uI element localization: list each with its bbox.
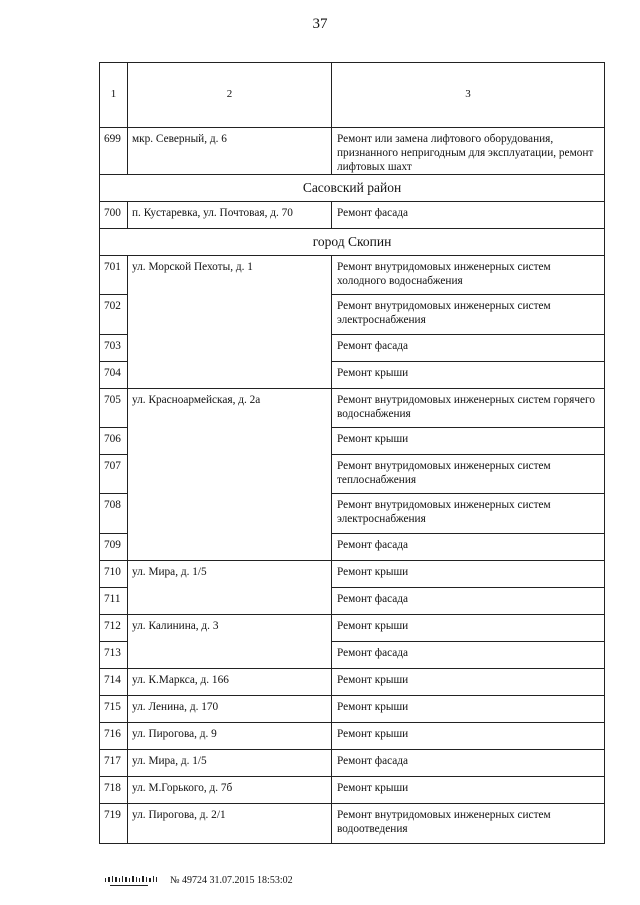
work-type-cell: Ремонт внутридомовых инженерных систем водоотведения <box>332 804 605 844</box>
row-number: 715 <box>100 696 128 723</box>
address-cell: ул. Красноармейская, д. 2а <box>128 389 332 561</box>
work-type-cell: Ремонт крыши <box>332 669 605 696</box>
stamp-icon <box>104 872 166 888</box>
section-heading-row <box>100 229 605 256</box>
row-number: 707 <box>100 455 128 494</box>
address-cell: ул. М.Горького, д. 7б <box>128 777 332 804</box>
work-type-cell: Ремонт внутридомовых инженерных систем электроснабжения <box>332 494 605 534</box>
table-row <box>100 128 605 175</box>
row-number: 718 <box>100 777 128 804</box>
table-row <box>100 561 605 588</box>
work-type-cell: Ремонт внутридомовых инженерных систем теплоснабжения <box>332 455 605 494</box>
work-type-cell: Ремонт крыши <box>332 615 605 642</box>
work-type-cell: Ремонт внутридомовых инженерных систем холодного водоснабжения <box>332 256 605 295</box>
document-reference: № 49724 31.07.2015 18:53:02 <box>170 874 293 886</box>
repair-registry-table <box>99 62 605 844</box>
work-type-cell: Ремонт фасада <box>332 534 605 561</box>
page-number: 37 <box>312 16 328 32</box>
work-type-cell: Ремонт фасада <box>332 335 605 362</box>
row-number: 703 <box>100 335 128 362</box>
table-row <box>100 389 605 428</box>
address-cell: ул. К.Маркса, д. 166 <box>128 669 332 696</box>
work-type-cell: Ремонт фасада <box>332 642 605 669</box>
row-number: 717 <box>100 750 128 777</box>
table-row <box>100 750 605 777</box>
address-cell: ул. Ленина, д. 170 <box>128 696 332 723</box>
row-number: 700 <box>100 202 128 229</box>
address-cell: п. Кустаревка, ул. Почтовая, д. 70 <box>128 202 332 229</box>
work-type-cell: Ремонт крыши <box>332 362 605 389</box>
work-type-cell: Ремонт внутридомовых инженерных систем электроснабжения <box>332 295 605 335</box>
row-number: 701 <box>100 256 128 295</box>
work-type-cell: Ремонт внутридомовых инженерных систем горячего водоснабжения <box>332 389 605 428</box>
work-type-cell: Ремонт крыши <box>332 777 605 804</box>
address-cell: ул. Калинина, д. 3 <box>128 615 332 669</box>
work-type-cell: Ремонт или замена лифтового оборудования, признанного непригодным для эксплуатации, ремонт лифтовых шахт <box>332 128 605 175</box>
work-type-cell: Ремонт крыши <box>332 561 605 588</box>
table-row <box>100 669 605 696</box>
work-type-cell: Ремонт фасада <box>332 750 605 777</box>
work-type-cell: Ремонт фасада <box>332 202 605 229</box>
row-number: 708 <box>100 494 128 534</box>
row-number: 699 <box>100 128 128 175</box>
row-number: 719 <box>100 804 128 844</box>
column-header-2: 2 <box>128 63 332 128</box>
address-cell: ул. Пирогова, д. 2/1 <box>128 804 332 844</box>
row-number: 714 <box>100 669 128 696</box>
row-number: 704 <box>100 362 128 389</box>
row-number: 702 <box>100 295 128 335</box>
table-row <box>100 256 605 295</box>
row-number: 706 <box>100 428 128 455</box>
row-number: 709 <box>100 534 128 561</box>
section-title: Сасовский район <box>100 175 605 202</box>
table-row <box>100 777 605 804</box>
row-number: 711 <box>100 588 128 615</box>
row-number: 705 <box>100 389 128 428</box>
row-number: 712 <box>100 615 128 642</box>
address-cell: ул. Мира, д. 1/5 <box>128 750 332 777</box>
work-type-cell: Ремонт крыши <box>332 723 605 750</box>
address-cell: ул. Мира, д. 1/5 <box>128 561 332 615</box>
footer <box>104 872 293 888</box>
table-row <box>100 804 605 844</box>
address-cell: ул. Морской Пехоты, д. 1 <box>128 256 332 389</box>
work-type-cell: Ремонт крыши <box>332 428 605 455</box>
row-number: 710 <box>100 561 128 588</box>
table-row <box>100 202 605 229</box>
section-title: город Скопин <box>100 229 605 256</box>
section-heading-row <box>100 175 605 202</box>
table-row <box>100 723 605 750</box>
address-cell: мкр. Северный, д. 6 <box>128 128 332 175</box>
work-type-cell: Ремонт фасада <box>332 588 605 615</box>
row-number: 716 <box>100 723 128 750</box>
table-row <box>100 615 605 642</box>
address-cell: ул. Пирогова, д. 9 <box>128 723 332 750</box>
column-header-1: 1 <box>100 63 128 128</box>
column-header-3: 3 <box>332 63 605 128</box>
work-type-cell: Ремонт крыши <box>332 696 605 723</box>
row-number: 713 <box>100 642 128 669</box>
table-row <box>100 696 605 723</box>
